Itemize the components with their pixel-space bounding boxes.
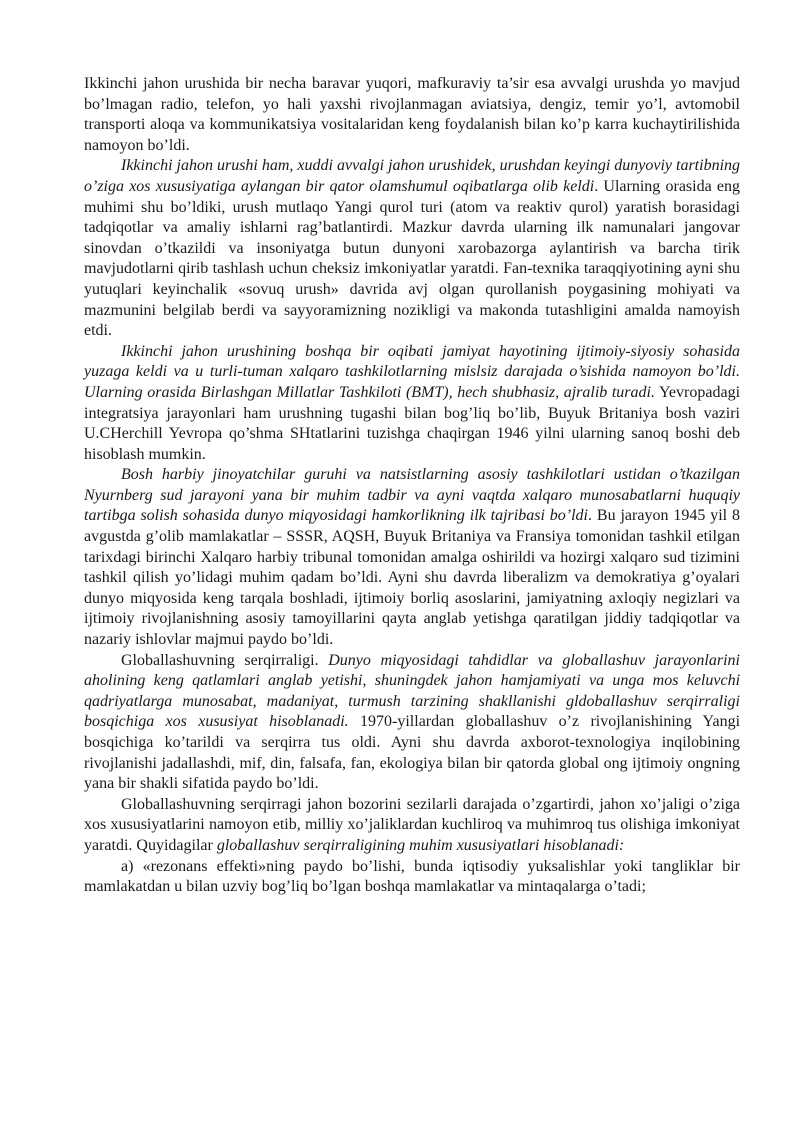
- list-item-paragraph: [84, 857, 740, 898]
- paragraph: [84, 465, 740, 650]
- text-run: Globallashuvning serqirragi jahon bozorini sezilarli darajada o’zgartirdi, jahon xo’jaligi o’ziga xos xususiyatlarini namoyon etib, milliy xo’jaliklardan kuchliroq va muhimroq tus olishiga imkoniyat yaratdi. Quyidagilar: [84, 795, 740, 854]
- italic-text-run: Ikkinchi jahon urushi ham, xuddi avvalgi jahon urushidek, urushdan keyingi dunyoviy tartibning o’ziga xos xususiyatiga aylangan bir qator olamshumul oqibatlarga olib keldi: [84, 157, 741, 195]
- paragraph: [84, 342, 740, 466]
- paragraph: [84, 651, 740, 795]
- text-run: Yevropadagi integratsiya jarayonlari ham urushning tugashi bilan bog’liq bo’lib, Buyuk Britaniya bosh vaziri U.CHerchill Yevropa qo’shma SHtatlarini tuzishga chaqirgan 1946 yilni ularning sanoq boshi deb hisoblash mumkin.: [84, 383, 741, 463]
- paragraph: [84, 795, 740, 857]
- text-run: Ikkinchi jahon urushida bir necha baravar yuqori, mafkuraviy ta’sir esa avvalgi urushda yo mavjud bo’lmagan radio, telefon, yo hali yaxshi rivojlanmagan aviatsiya, dengiz, temir yo’l, avtomobil transporti aloqa va kommunikatsiya vositalaridan keng foydalanish bilan ko’p karra kuchaytirilishida namoyon bo’ldi.: [84, 75, 740, 154]
- section-lead-text: Globallashuvning serqirraligi.: [121, 651, 329, 669]
- text-run: 1970-yillardan globallashuv o’z rivojlanishining Yangi bosqichiga ko’tarildi va serqirra tus oldi. Ayni shu davrda axborot-texnologiya inqilobining rivojlanishi jadallashdi, mif, din, falsafa, fan, ekologiya bilan bir qatorda global ong ijtimoiy ongning yana bir shakli sifatida paydo bo’ldi.: [84, 713, 741, 793]
- italic-text-run: Ikkinchi jahon urushining boshqa bir oqibati jamiyat hayotining ijtimoiy-siyosiy sohasida yuzaga keldi va u turli-tuman xalqaro tashkilotlarning mislsiz darajada o’sishida namoyon bo’ldi. Ularning orasida Birlashgan Millatlar Tashkiloti (BMT), hech shubhasiz, ajralib turadi.: [84, 342, 740, 401]
- italic-text-run: shuningdek jahon hamjamiyati va unga mos keluvchi qadriyatlarga munosabat, madaniyat, turmush tarzining shakllanishi gldoballashuv serqirraligi bosqichiga xos xususiyat hisoblanadi.: [84, 672, 741, 731]
- text-run: ,: [362, 672, 375, 690]
- document-page: [84, 74, 740, 898]
- italic-text-run: globallashuv serqirraligining muhim xususiyatlari hisoblanadi:: [216, 836, 625, 854]
- text-run: . Bu jarayon 1945 yil 8 avgustda g’olib mamlakatlar – SSSR, AQSH, Buyuk Britaniya va Fransiya tomonidan tashkil etilgan tarixdagi birinchi Xalqaro harbiy tribunal tomonidan amalga oshirildi va hozirgi xalqaro sud tizimini tashkil qilish yo’lidagi muhim qadam bo’ldi. Ayni shu davrda liberalizm va demokratiya g’oyalari dunyo miqyosida keng tarqala boshladi, ijtimoiy borliq asoslarini, jamiyatning axloqiy negizlari va ijtimoiy rivojlanishning asosiy tamoyillarini qayta anglab yetishga qaratilgan jiddiy tadqiqotlar va nazariy ishlovlar majmui paydo bo’ldi.: [84, 507, 741, 649]
- italic-text-run: Bosh harbiy jinoyatchilar guruhi va natsistlarning asosiy tashkilotlari ustidan o’tkazilgan Nyurnberg sud jarayoni yana bir muhim tadbir va ayni vaqtda xalqaro munosabatlarni huquqiy tartibga solish sohasida dunyo miqyosidagi hamkorlikning ilk tajribasi bo’ldi: [84, 466, 740, 525]
- paragraph: [84, 156, 740, 341]
- text-run: . Ularning orasida eng muhimi shu bo’ldiki, urush mutlaqo Yangi qurol turi (atom va reaktiv qurol) yaratish borasidagi tadqiqotlar va amaliy ishlarni rag’batlantirdi. Mazkur davrda ularning ilk namunalari jangovar sinovdan o’tkazildi va insoniyatga butun dunyoni xarobazorga aylantirish va barcha tirik mavjudotlarni qirib tashlash uchun cheksiz imkoniyatlar yaratdi. Fan-texnika taraqqiyotining ayni shu yutuqlari keyinchalik «sovuq urush» davrida avj olgan qurollanish poygasining mohiyati va mazmunini belgilab berdi va sayyoramizning nozikligi va makonda tutashligini amalda namoyish etdi.: [84, 177, 741, 340]
- text-run: a) «rezonans effekti»ning paydo bo’lishi, bunda iqtisodiy yuksalishlar yoki tangliklar bir mamlakatdan u bilan uzviy bog’liq bo’lgan boshqa mamlakatlar va mintaqalarga o’tadi;: [84, 857, 740, 896]
- paragraph: [84, 74, 740, 156]
- italic-text-run: Dunyo miqyosidagi tahdidlar va globallashuv jarayonlarini aholining keng qatlamlari anglab yetishi: [84, 651, 740, 690]
